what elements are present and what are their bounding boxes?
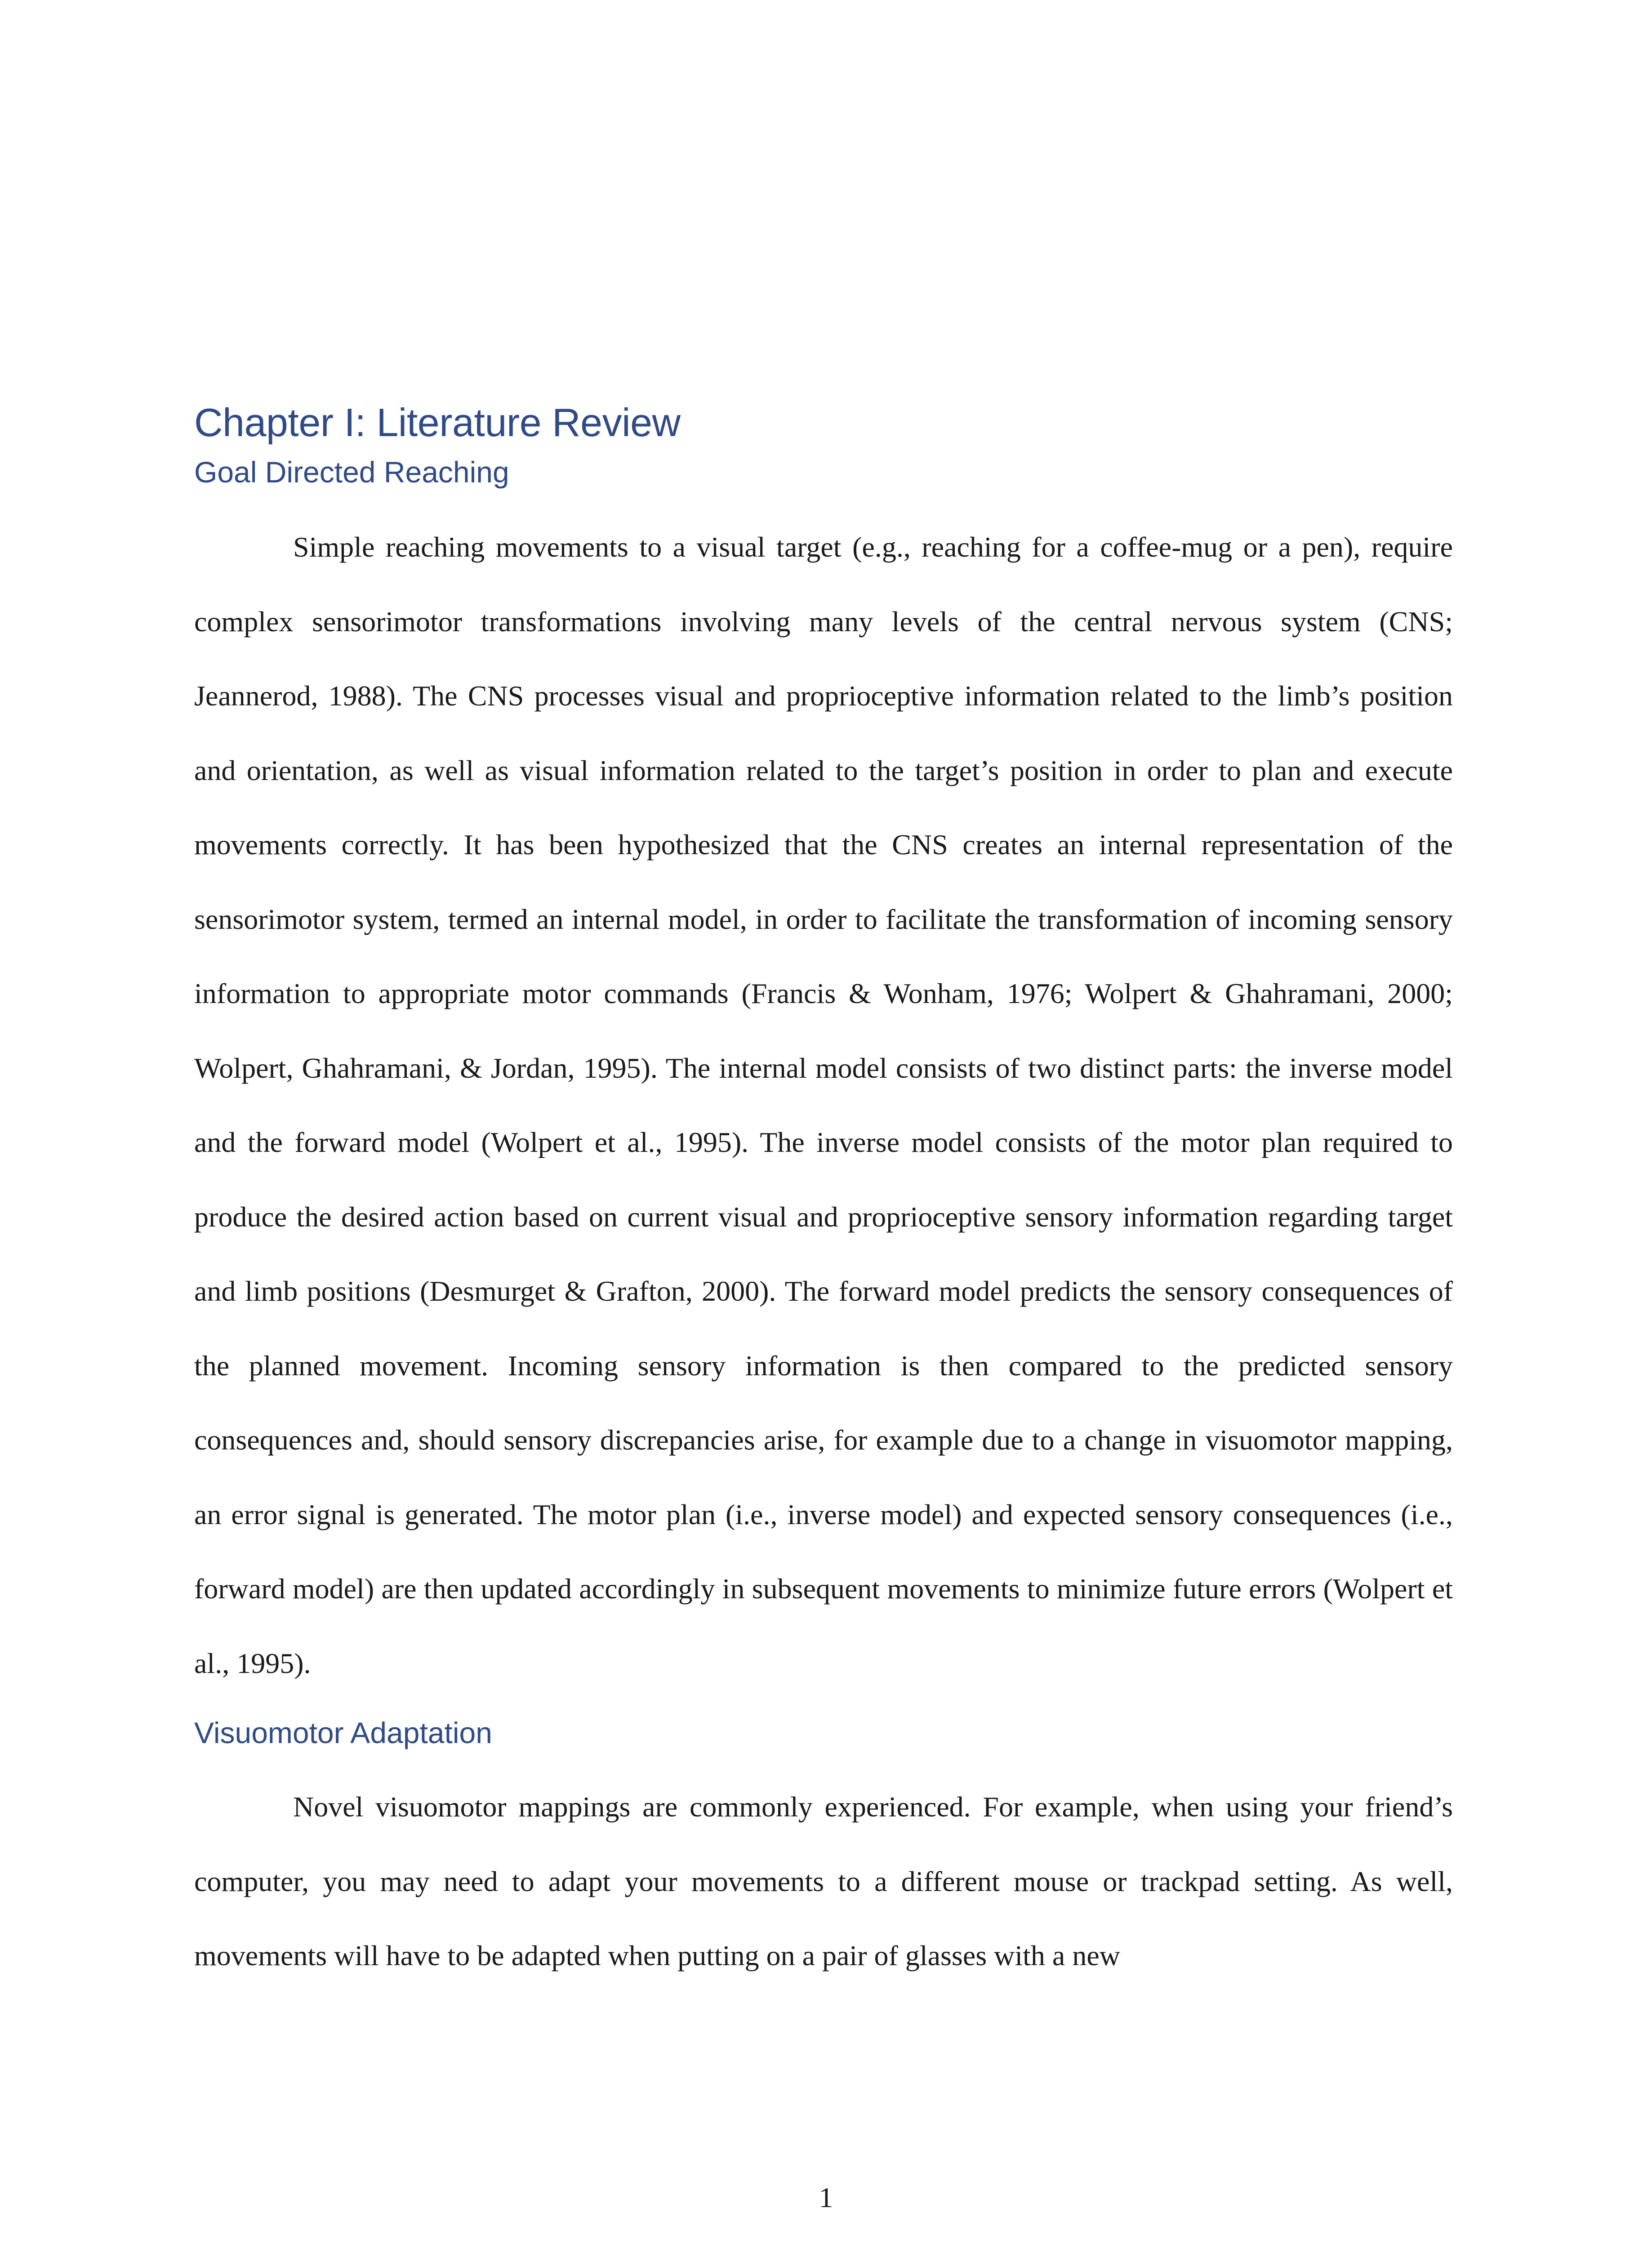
- page-content: [194, 396, 1453, 1993]
- section-heading-goal-directed-reaching: Goal Directed Reaching: [194, 455, 509, 489]
- paragraph-goal-directed-reaching: Simple reaching movements to a visual target (e.g., reaching for a coffee-mug or a pen), require complex sensorimotor transformations involving many levels of the central nervous system (CNS; Jeannerod, 1988). The CNS processes visual and proprioceptive information related to the limb’s position and orientation, as well as visual information related to the target’s position in order to plan and execute movements correctly. It has been hypothesized that the CNS creates an internal representation of the sensorimotor system, termed an internal model, in order to facilitate the transformation of incoming sensory information to appropriate motor commands (Francis & Wonham, 1976; Wolpert & Ghahramani, 2000; Wolpert, Ghahramani, & Jordan, 1995). The internal model consists of two distinct parts: the inverse model and the forward model (Wolpert et al., 1995). The inverse model consists of the motor plan required to produce the desired action based on current visual and proprioceptive sensory information regarding target and limb positions (Desmurget & Grafton, 2000). The forward model predicts the sensory consequences of the planned movement. Incoming sensory information is then compared to the predicted sensory consequences and, should sensory discrepancies arise, for example due to a change in visuomotor mapping, an error signal is generated. The motor plan (i.e., inverse model) and expected sensory consequences (i.e., forward model) are then updated accordingly in subsequent movements to minimize future errors (Wolpert et al., 1995).: [194, 531, 1453, 1679]
- page-number: 1: [819, 2181, 833, 2213]
- section-heading-visuomotor-adaptation: Visuomotor Adaptation: [194, 1716, 492, 1749]
- paragraph-visuomotor-adaptation: Novel visuomotor mappings are commonly experienced. For example, when using your friend’s computer, you may need to adapt your movements to a different mouse or trackpad setting. As well, movements will have to be adapted when putting on a pair of glasses with a new: [194, 1791, 1453, 1971]
- chapter-title: Chapter I: Literature Review: [194, 400, 681, 445]
